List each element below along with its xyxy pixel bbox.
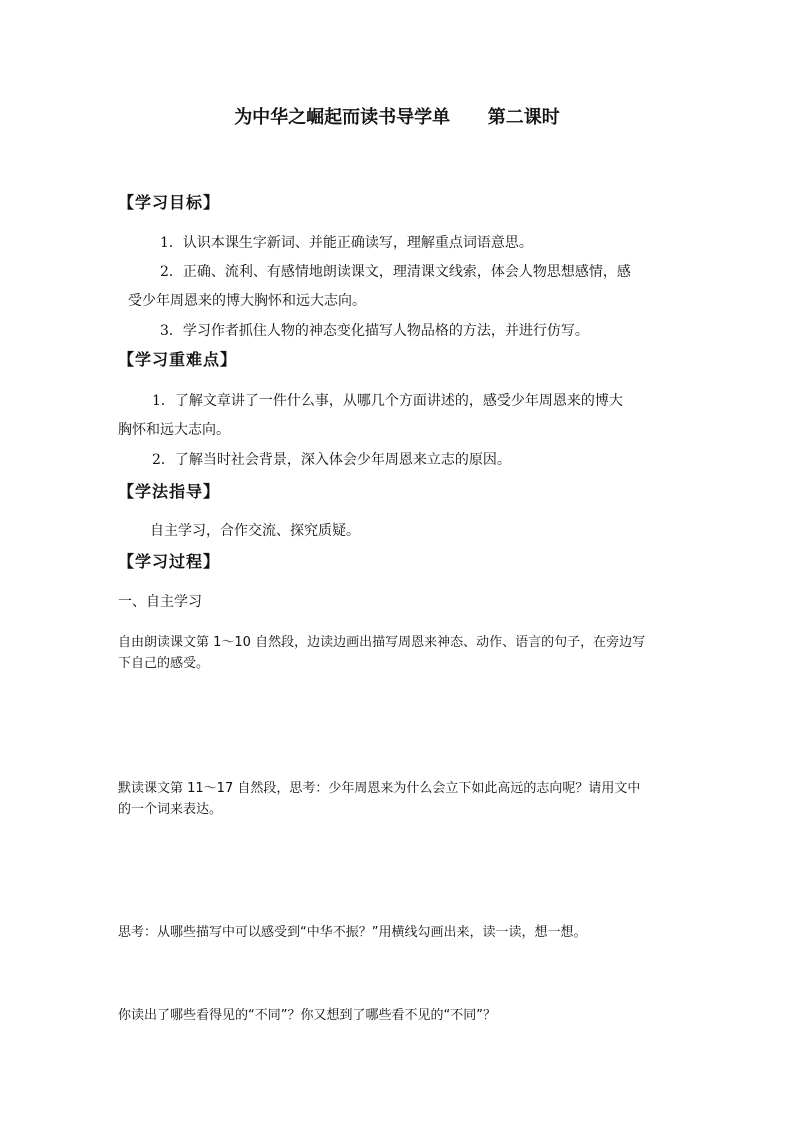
page-title: 为中华之崛起而读书导学单 第二课时 — [234, 107, 560, 128]
goal-item-2-cont: 受少年周恩来的博大胸怀和远大志向。 — [128, 293, 366, 309]
section-heading-process: 【学习过程】 — [118, 552, 221, 571]
section-heading-keypoints: 【学习重难点】 — [118, 350, 238, 369]
goal-item-1: 1．认识本课生字新词、并能正确读写，理解重点词语意思。 — [160, 235, 533, 251]
goal-item-2: 2．正确、流利、有感情地朗读课文，理清课文线索，体会人物思想感情，感 — [160, 264, 631, 280]
question-1-line-2: 下自己的感受。 — [118, 656, 210, 671]
methods-text: 自主学习，合作交流、探究质疑。 — [150, 523, 360, 539]
keypoint-item-1: 1．了解文章讲了一件什么事，从哪几个方面讲述的，感受少年周恩来的博大 — [152, 393, 623, 409]
question-1-line-1: 自由朗读课文第 1～10 自然段，边读边画出描写周恩来神态、动作、语言的句子，在旁边写 — [118, 635, 646, 650]
question-3: 思考：从哪些描写中可以感受到“中华不振？”用横线勾画出来，读一读，想一想。 — [118, 925, 587, 940]
question-4: 你读出了哪些看得见的“不同”？你又想到了哪些看不见的“不同”？ — [118, 1008, 496, 1023]
process-part-1: 一、自主学习 — [118, 594, 202, 610]
keypoint-item-2: 2．了解当时社会背景，深入体会少年周恩来立志的原因。 — [152, 452, 511, 468]
question-2-line-2: 的一个词来表达。 — [118, 802, 223, 817]
keypoint-item-1-cont: 胸怀和远大志向。 — [118, 422, 230, 438]
section-heading-goals: 【学习目标】 — [118, 193, 221, 212]
section-heading-methods: 【学法指导】 — [118, 482, 221, 501]
question-2-line-1: 默读课文第 11～17 自然段，思考：少年周恩来为什么会立下如此高远的志向呢？请用文中 — [118, 781, 641, 796]
goal-item-3: 3．学习作者抓住人物的神态变化描写人物品格的方法，并进行仿写。 — [160, 323, 589, 339]
